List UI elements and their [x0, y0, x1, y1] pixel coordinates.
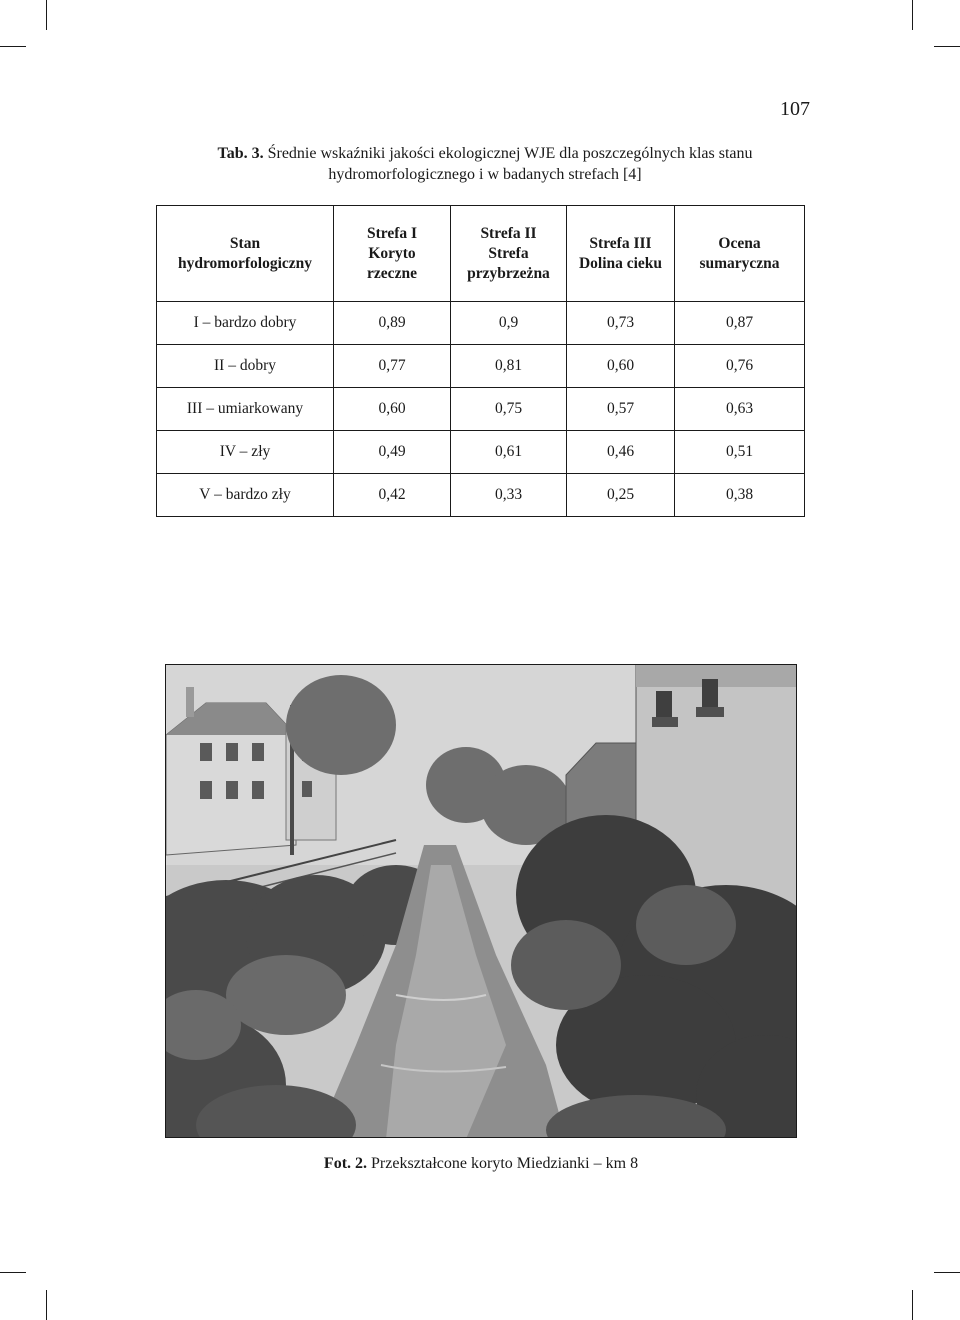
table-row: [157, 431, 805, 474]
river-photo-illustration: [166, 665, 797, 1138]
page-number: 107: [780, 98, 810, 120]
table-cell: II – dobry: [157, 345, 334, 388]
table-cell: 0,33: [451, 474, 567, 517]
crop-mark: [0, 46, 26, 47]
table-cell: V – bardzo zły: [157, 474, 334, 517]
table-cell: IV – zły: [157, 431, 334, 474]
table-cell: I – bardzo dobry: [157, 302, 334, 345]
table-cell: 0,57: [567, 388, 675, 431]
table-cell: 0,38: [675, 474, 805, 517]
table-cell: 0,77: [334, 345, 451, 388]
table-cell: 0,42: [334, 474, 451, 517]
table-cell: III – umiarkowany: [157, 388, 334, 431]
header-cell: Strefa I Koryto rzeczne: [334, 206, 451, 302]
table-cell: 0,60: [567, 345, 675, 388]
table-header-row: [157, 206, 805, 302]
table-cell: 0,61: [451, 431, 567, 474]
crop-mark: [934, 46, 960, 47]
table-cell: 0,51: [675, 431, 805, 474]
crop-mark: [934, 1272, 960, 1273]
table-caption-line1: Średnie wskaźniki jakości ekologicznej WJE dla poszczególnych klas stanu: [267, 145, 753, 162]
table-cell: 0,25: [567, 474, 675, 517]
header-cell: Ocena sumaryczna: [675, 206, 805, 302]
table-cell: 0,46: [567, 431, 675, 474]
table-cell: 0,60: [334, 388, 451, 431]
table-cell: 0,73: [567, 302, 675, 345]
table-caption-label: Tab. 3.: [217, 145, 264, 162]
table-cell: 0,89: [334, 302, 451, 345]
crop-mark: [912, 0, 913, 30]
table-cell: 0,75: [451, 388, 567, 431]
photo-caption-text: Przekształcone koryto Miedzianki – km 8: [371, 1155, 639, 1172]
header-cell: Strefa III Dolina cieku: [567, 206, 675, 302]
table-cell: 0,63: [675, 388, 805, 431]
header-cell: Strefa II Strefa przybrzeżna: [451, 206, 567, 302]
table-cell: 0,81: [451, 345, 567, 388]
crop-mark: [46, 1290, 47, 1320]
table-cell: 0,9: [451, 302, 567, 345]
table-caption-line2: hydromorfologicznego i w badanych strefach [4]: [328, 166, 642, 183]
table-cell: 0,87: [675, 302, 805, 345]
photo-caption-label: Fot. 2.: [323, 1155, 368, 1172]
data-table: [156, 205, 805, 517]
table-row: [157, 302, 805, 345]
table-row: [157, 345, 805, 388]
crop-mark: [46, 0, 47, 30]
table-caption: [160, 143, 810, 185]
header-cell: Stan hydromorfologiczny: [157, 206, 334, 302]
table-cell: 0,76: [675, 345, 805, 388]
crop-mark: [912, 1290, 913, 1320]
table-row: [157, 388, 805, 431]
river-photo: [165, 664, 797, 1138]
photo-caption: [165, 1155, 797, 1173]
table-row: [157, 474, 805, 517]
crop-mark: [0, 1272, 26, 1273]
table-cell: 0,49: [334, 431, 451, 474]
